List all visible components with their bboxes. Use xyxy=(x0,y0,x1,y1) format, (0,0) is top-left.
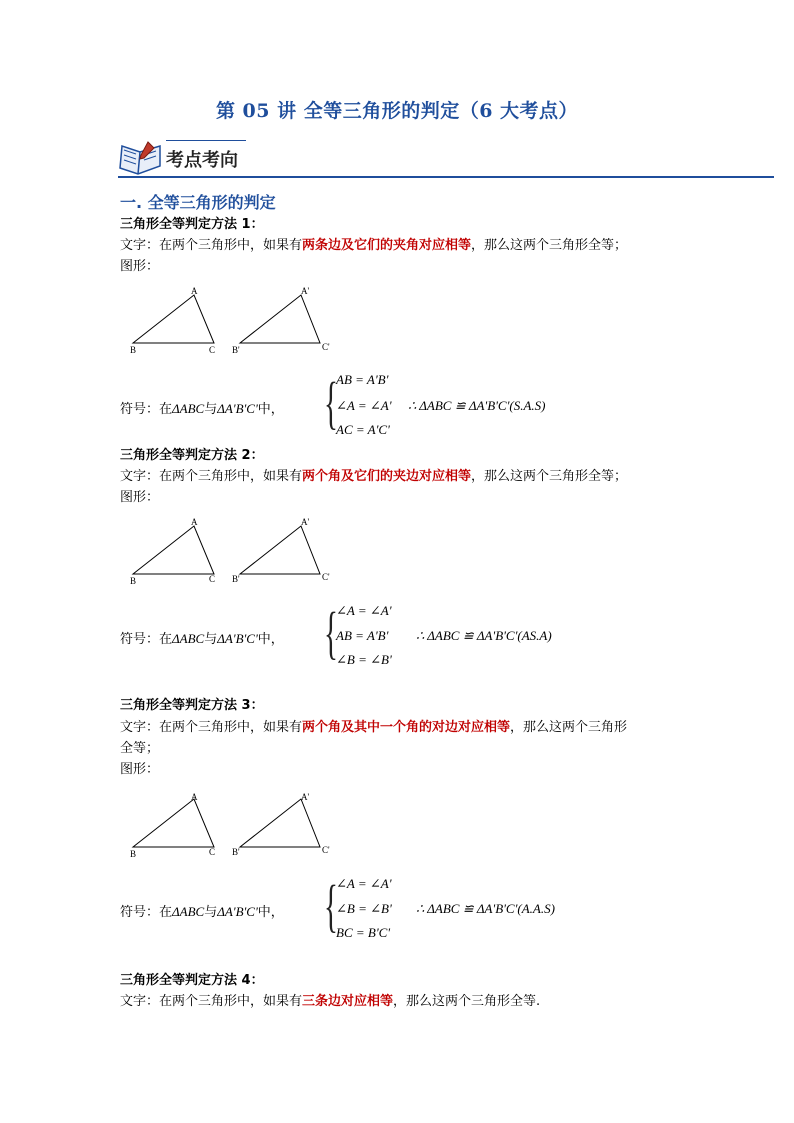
method-heading: 三角形全等判定方法 3： xyxy=(120,698,264,713)
text-post: ，那么这两个三角形全等； xyxy=(471,238,628,253)
figure-label: 图形： xyxy=(120,490,160,505)
symbol-block xyxy=(120,600,720,672)
condition: BC = B'C' xyxy=(336,925,391,940)
method-heading: 三角形全等判定方法 2： xyxy=(120,448,264,463)
conclusion: ∴ ΔABC ≌ ΔA'B'C'(S.A.S) xyxy=(408,398,546,413)
condition: ∠B = ∠B' xyxy=(336,901,392,916)
vertex-label: C' xyxy=(322,845,330,855)
condition: ∠A = ∠A' xyxy=(336,603,392,618)
vertex-label: A' xyxy=(301,517,310,527)
symbol-prefix: 符号：在ΔABC与ΔA'B'C'中， xyxy=(120,631,284,647)
vertex-label: C' xyxy=(322,572,330,582)
vertex-label: B xyxy=(130,576,137,586)
vertex-label: B' xyxy=(232,574,240,584)
triangle-figure xyxy=(120,788,340,862)
section-header xyxy=(118,136,774,182)
brace: { xyxy=(324,873,338,938)
key-phrase: 三条边对应相等 xyxy=(302,994,394,1009)
text-pre: 文字：在两个三角形中，如果有 xyxy=(120,994,303,1009)
method-text-wrap: 全等； xyxy=(120,741,160,756)
section-heading: 一. 全等三角形的判定 xyxy=(120,193,276,212)
header-bottom-rule xyxy=(118,176,774,178)
key-phrase: 两个角及其中一个角的对边对应相等 xyxy=(302,720,511,735)
vertex-label: B xyxy=(130,849,137,859)
triangle-figure xyxy=(120,515,340,589)
symbol-prefix: 符号：在ΔABC与ΔA'B'C'中， xyxy=(120,904,284,920)
book-icon xyxy=(118,138,162,176)
method-text xyxy=(120,469,627,485)
vertex-label: C xyxy=(209,574,216,584)
method-heading: 三角形全等判定方法 1： xyxy=(120,217,264,232)
method-text xyxy=(120,238,627,254)
vertex-label: A xyxy=(191,517,198,527)
vertex-label: A xyxy=(191,792,198,802)
conclusion: ∴ ΔABC ≌ ΔA'B'C'(AS.A) xyxy=(416,628,552,643)
brace: { xyxy=(324,370,338,435)
method-text xyxy=(120,720,627,736)
text-pre: 文字：在两个三角形中，如果有 xyxy=(120,720,303,735)
condition: ∠A = ∠A' xyxy=(336,398,392,413)
text-post: ，那么这两个三角形全等； xyxy=(471,469,628,484)
text-post: ，那么这两个三角形全等. xyxy=(393,994,541,1009)
condition: ∠A = ∠A' xyxy=(336,876,392,891)
condition: ∠B = ∠B' xyxy=(336,652,392,667)
condition: AB = A'B' xyxy=(336,372,389,387)
symbol-block xyxy=(120,873,720,945)
vertex-label: B xyxy=(130,345,137,355)
document-title: 第 05 讲 全等三角形的判定（6 大考点） xyxy=(215,100,579,122)
vertex-label: A' xyxy=(301,792,310,802)
key-phrase: 两条边及它们的夹角对应相等 xyxy=(302,238,472,253)
conclusion: ∴ ΔABC ≌ ΔA'B'C'(A.A.S) xyxy=(416,901,555,916)
figure-label: 图形： xyxy=(120,762,160,777)
method-heading: 三角形全等判定方法 4： xyxy=(120,973,264,988)
text-pre: 文字：在两个三角形中，如果有 xyxy=(120,469,303,484)
header-top-rule xyxy=(166,140,246,141)
vertex-label: B' xyxy=(232,345,240,355)
vertex-label: A' xyxy=(301,286,310,296)
vertex-label: A xyxy=(191,286,198,296)
figure-label: 图形： xyxy=(120,259,160,274)
triangle-figure xyxy=(120,284,340,358)
vertex-label: C xyxy=(209,345,216,355)
text-pre: 文字：在两个三角形中，如果有 xyxy=(120,238,303,253)
symbol-prefix: 符号：在ΔABC与ΔA'B'C'中， xyxy=(120,401,284,417)
condition: AC = A'C' xyxy=(336,422,390,437)
vertex-label: C xyxy=(209,847,216,857)
brace: { xyxy=(324,600,338,665)
text-post: ，那么这两个三角形 xyxy=(510,720,628,735)
vertex-label: C' xyxy=(322,342,330,352)
vertex-label: B' xyxy=(232,847,240,857)
condition: AB = A'B' xyxy=(336,628,389,643)
method-text xyxy=(120,994,540,1010)
key-phrase: 两个角及它们的夹边对应相等 xyxy=(302,469,472,484)
section-label: 考点考向 xyxy=(166,150,238,171)
symbol-block xyxy=(120,370,720,440)
